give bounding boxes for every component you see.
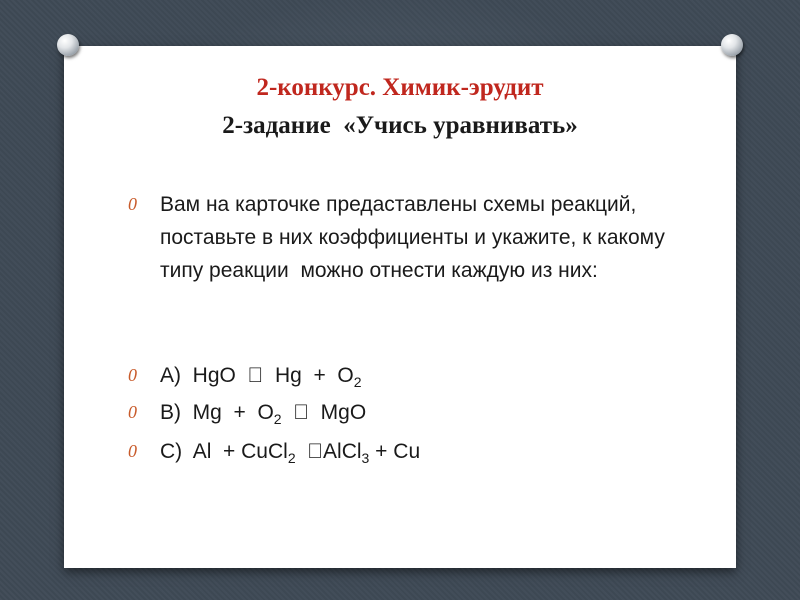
reaction-label: A): [160, 364, 181, 387]
intro-text: Вам на карточке предаставлены схемы реакций, поставьте в них коэффициенты и укажите, к какому типу реакции можно отнести каждую из них:: [160, 193, 671, 282]
subscript: 2: [343, 374, 352, 390]
products: MgO: [310, 401, 357, 424]
bullet-icon: 0: [128, 402, 137, 422]
list-item-reaction-c: [128, 435, 668, 475]
reactants: Al + CuCl: [192, 440, 288, 463]
products: AlCl: [311, 440, 351, 463]
list-item-intro: [128, 188, 671, 287]
bullet-icon: 0: [128, 365, 137, 385]
reactants: HgO: [192, 364, 236, 387]
products: Hg + O: [265, 364, 344, 387]
subscript: 2: [273, 411, 282, 427]
pushpin-icon: [57, 34, 79, 56]
reactants: Mg + O: [192, 401, 274, 424]
bullet-icon: 0: [128, 441, 137, 461]
reaction-b: [160, 396, 668, 436]
reaction-c: [160, 435, 668, 475]
products-tail: + Cu: [358, 440, 410, 463]
slide-title: 2-конкурс. Химик-эрудит: [256, 74, 544, 101]
slide-subtitle: 2-задание «Учись уравнивать»: [222, 112, 578, 139]
pushpin-icon: [721, 34, 743, 56]
subscript: 2: [287, 450, 296, 466]
arrow-icon: [293, 401, 300, 424]
reaction-label: C): [160, 440, 183, 463]
arrow-icon: [247, 364, 254, 387]
bullet-icon: 0: [128, 194, 137, 214]
arrow-icon: [307, 440, 312, 463]
list-item-reaction-b: [128, 396, 668, 436]
subscript: 3: [350, 450, 359, 466]
reaction-label: B): [160, 401, 181, 424]
reaction-a: [160, 359, 668, 399]
list-item-reaction-a: [128, 359, 668, 399]
